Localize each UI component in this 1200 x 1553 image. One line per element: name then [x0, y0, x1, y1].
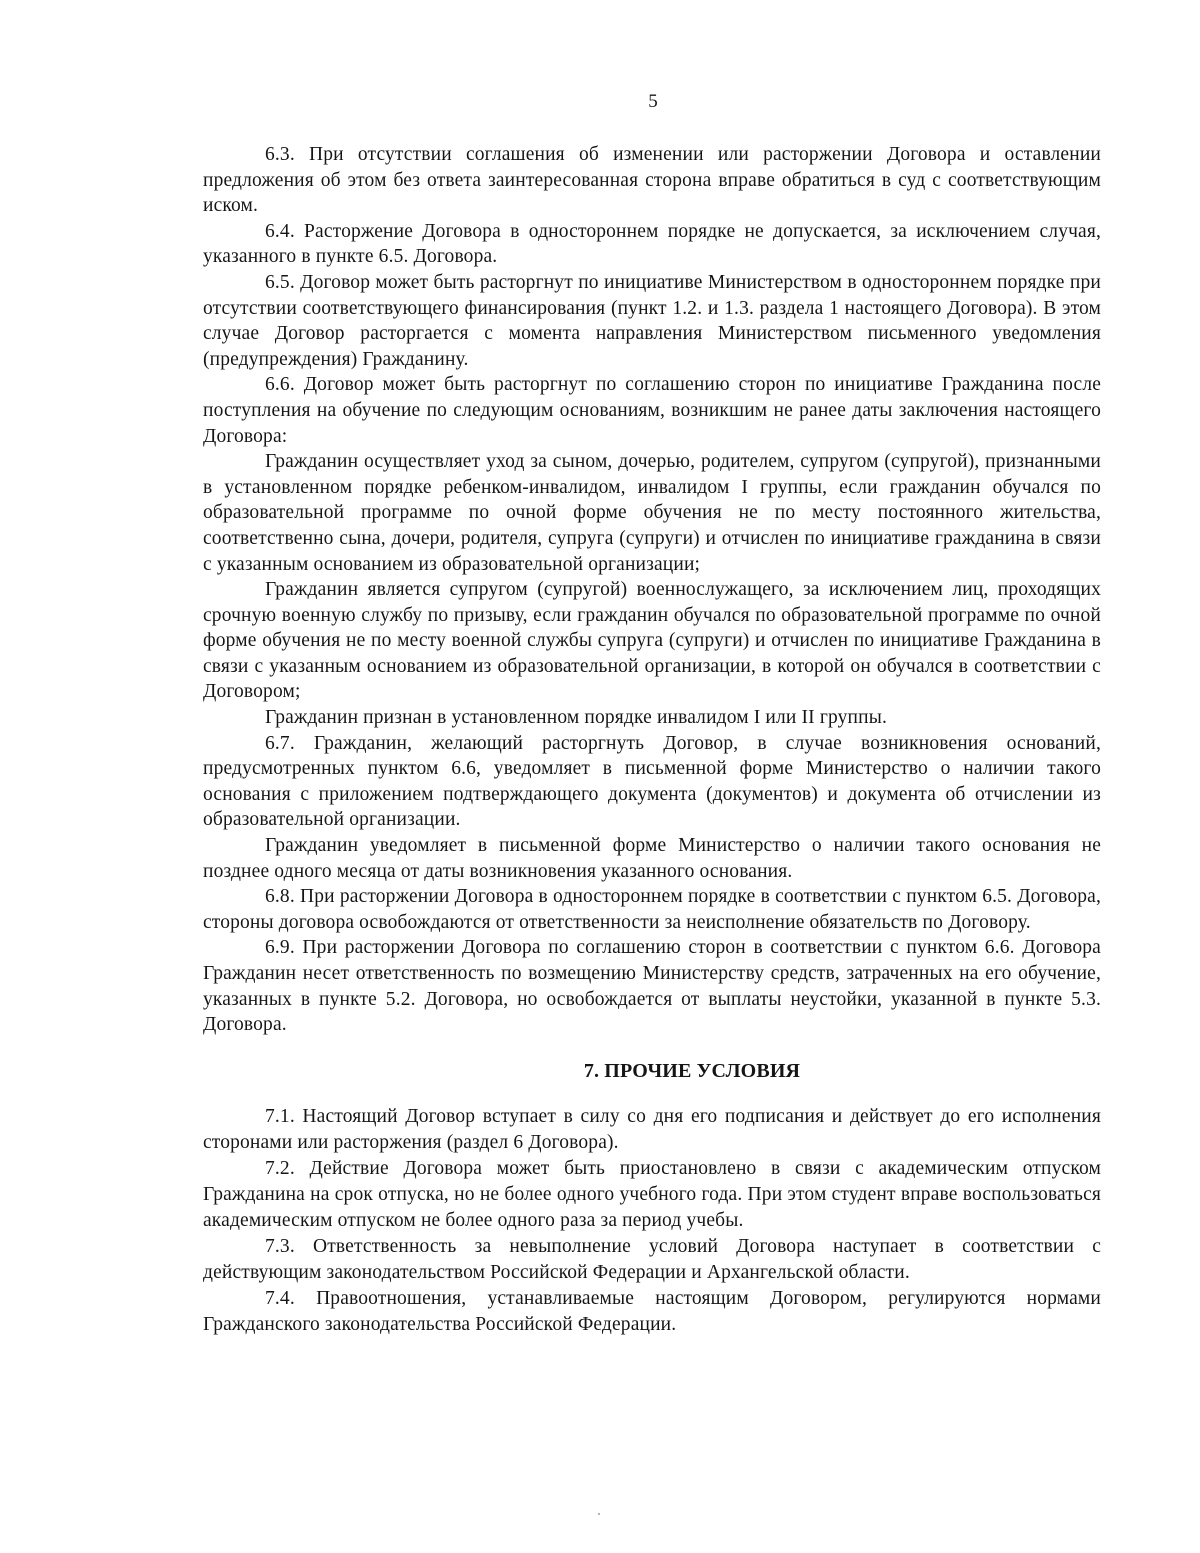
clause-6-5: 6.5. Договор может быть расторгнут по инициативе Министерством в одностороннем порядке при отсутствии соответствующего финансирования (пункт 1.2. и 1.3. раздела 1 настоящего Договора). В этом случае Договор расторгается с момента направления Министерством письменного уведомления (предупреждения) Гражданину.: [203, 271, 1101, 370]
clause-6-6-ground-disability: Гражданин признан в установленном порядке инвалидом I или II группы.: [265, 707, 887, 729]
clause-7-1: 7.1. Настоящий Договор вступает в силу со дня его подписания и действует до его исполнения сторонами или расторжения (раздел 6 Договора).: [203, 1105, 1101, 1153]
scan-speck: [598, 1513, 600, 1515]
clause-7-3: 7.3. Ответственность за невыполнение условий Договора наступает в соответствии с действующим законодательством Российской Федерации и Архангельской области.: [203, 1235, 1101, 1283]
clause-6-6-ground-care: Гражданин осуществляет уход за сыном, дочерью, родителем, супругом (супругой), признанными в установленном порядке ребенком-инвалидом, инвалидом I группы, если гражданин обучался по образовательной программе по очной форме обучения не по месту постоянного жительства, соответственно сына, дочери, родителя, супруга (супруги) и отчислен по инициативе гражданина в связи с указанным основанием из образовательной организации;: [203, 451, 1101, 575]
section-7-heading: 7. ПРОЧИЕ УСЛОВИЯ: [583, 1059, 801, 1082]
clause-6-7: 6.7. Гражданин, желающий расторгнуть Договор, в случае возникновения оснований, предусмотренных пунктом 6.6, уведомляет в письменной форме Министерство о наличии такого основания с приложением подтверждающего документа (документов) и документа об отчислении из образовательной организации.: [203, 732, 1101, 831]
page-number: 5: [648, 91, 658, 112]
clause-6-6: 6.6. Договор может быть расторгнут по соглашению сторон по инициативе Гражданина после поступления на обучение по следующим основаниям, возникшим не ранее даты заключения настоящего Договора:: [203, 374, 1101, 447]
clause-6-8: 6.8. При расторжении Договора в одностороннем порядке в соответствии с пунктом 6.5. Договора, стороны договора освобождаются от ответственности за неисполнение обязательств по Договору.: [203, 886, 1101, 933]
document-body: [203, 142, 1101, 1338]
clause-6-3: 6.3. При отсутствии соглашения об изменении или расторжении Договора и оставлении предложения об этом без ответа заинтересованная сторона вправе обратиться в суд с соответствующим иском.: [203, 144, 1101, 217]
clause-6-9: 6.9. При расторжении Договора по соглашению сторон в соответствии с пунктом 6.6. Договора Гражданин несет ответственность по возмещению Министерству средств, затраченных на его обучение, указанных в пункте 5.2. Договора, но освобождается от выплаты неустойки, указанной в пункте 5.3. Договора.: [203, 937, 1101, 1036]
clause-6-6-ground-military-spouse: Гражданин является супругом (супругой) военнослужащего, за исключением лиц, проходящих срочную военную службу по призыву, если гражданин обучался по образовательной программе по очной форме обучения не по месту военной службы супруга (супруги) и отчислен по инициативе Гражданина в связи с указанным основанием из образовательной организации, в которой он обучался в соответствии с Договором;: [203, 579, 1101, 703]
section-6: [203, 142, 1101, 1038]
clause-7-2: 7.2. Действие Договора может быть приостановлено в связи с академическим отпуском Гражданина на срок отпуска, но не более одного учебного года. При этом студент вправе воспользоваться академическим отпуском не более одного раза за период учебы.: [203, 1157, 1101, 1231]
clause-6-4: 6.4. Расторжение Договора в одностороннем порядке не допускается, за исключением случая, указанного в пункте 6.5. Договора.: [203, 220, 1101, 268]
section-7: [203, 1104, 1101, 1338]
clause-6-7-notice: Гражданин уведомляет в письменной форме Министерство о наличии такого основания не позднее одного месяца от даты возникновения указанного основания.: [203, 835, 1101, 882]
clause-7-4: 7.4. Правоотношения, устанавливаемые настоящим Договором, регулируются нормами Гражданского законодательства Российской Федерации.: [203, 1287, 1101, 1335]
